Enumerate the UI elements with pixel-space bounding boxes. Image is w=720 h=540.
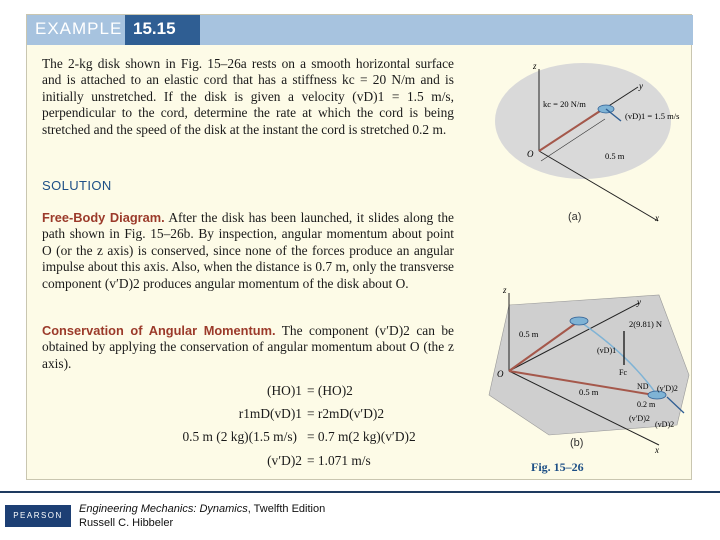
pearson-logo: PEARSON xyxy=(5,505,71,527)
free-body-text: After the disk has been launched, it slides along the path shown in Fig. 15–26b. By inspection, angular momentum about point O (or the z axis) is conserved, since none of the forces produce an angular impulse about this axis. Also, when the distance is 0.7 m, only the transverse component (v′D)2 produces angular momentum of the disk about O. xyxy=(42,210,454,291)
equation-right: = 1.071 m/s xyxy=(307,453,371,468)
x-label: x xyxy=(655,213,659,223)
book-author: Russell C. Hibbeler xyxy=(79,517,174,529)
fc-label: Fc xyxy=(619,368,627,377)
problem-statement: The 2-kg disk shown in Fig. 15–26a rests on a smooth horizontal surface and is attached to an elastic cord that has a stiffness kc = 20 N/m and is initially unstretched. If the disk is given a velocity (vD)1 = 1.5 m/s, perpendicular to the cord, determine the rate at which the cord is being stretched and the speed of the disk at the instant the cord is stretched 0.2 m. xyxy=(42,56,454,137)
equation-left: r1mD(vD)1 xyxy=(238,406,302,421)
equation-right: = r2mD(v′D)2 xyxy=(307,406,385,421)
disk-initial xyxy=(570,317,588,325)
y-label: y xyxy=(637,297,641,307)
y-label: y xyxy=(639,81,643,91)
weight-label: 2(9.81) N xyxy=(629,319,663,329)
figure-a xyxy=(493,59,689,239)
free-body-heading: Free-Body Diagram. xyxy=(42,210,165,225)
conservation-heading: Conservation of Angular Momentum. xyxy=(42,323,276,338)
equation-right: = (HO)2 xyxy=(307,383,353,398)
z-label: z xyxy=(533,61,537,71)
equation-right: = 0.7 m(2 kg)(v′D)2 xyxy=(307,429,416,444)
figure-number: Fig. 15–26 xyxy=(531,460,584,474)
equation-left: (HO)1 xyxy=(267,383,302,398)
free-body-paragraph xyxy=(42,210,454,292)
figure-b-caption: (b) xyxy=(570,437,584,449)
v1-label: (vD)1 xyxy=(597,346,617,355)
vprime2-label: (v′D)2 xyxy=(657,384,678,393)
x-label: x xyxy=(655,445,659,455)
conservation-paragraph xyxy=(42,323,454,372)
figure-b xyxy=(479,285,691,460)
equation-left: (v′D)2 xyxy=(267,453,302,468)
example-header xyxy=(27,15,693,45)
length-label: 0.5 m xyxy=(605,151,625,161)
equation-left: 0.5 m (2 kg)(1.5 m/s) xyxy=(182,429,297,444)
footer-divider xyxy=(0,491,720,493)
origin-label: O xyxy=(497,369,504,379)
z-label: z xyxy=(503,285,507,295)
book-edition: , Twelfth Edition xyxy=(247,503,326,515)
r1-label: 0.5 m xyxy=(519,329,539,339)
vd2-label: (vD)2 xyxy=(655,420,675,429)
figure-a-caption: (a) xyxy=(568,211,582,223)
page-frame xyxy=(26,14,692,480)
stretch-label: 0.2 m xyxy=(637,400,656,409)
origin-label: O xyxy=(527,149,534,159)
vdprime-label: (v′D)2 xyxy=(629,414,650,423)
velocity-label: (vD)1 = 1.5 m/s xyxy=(625,111,680,121)
solution-heading: SOLUTION xyxy=(42,178,112,193)
footer-citation xyxy=(79,502,325,530)
example-number: 15.15 xyxy=(125,15,200,45)
book-title: Engineering Mechanics: Dynamics xyxy=(79,503,248,515)
stiffness-label: kc = 20 N/m xyxy=(543,99,586,109)
r2-label: 0.5 m xyxy=(579,387,599,397)
nd-label: ND xyxy=(637,382,649,391)
conservation-text: The component (v′D)2 can be obtained by applying the conservation of angular momentum about O (the z axis). xyxy=(42,323,454,371)
example-label: EXAMPLE xyxy=(35,19,123,38)
